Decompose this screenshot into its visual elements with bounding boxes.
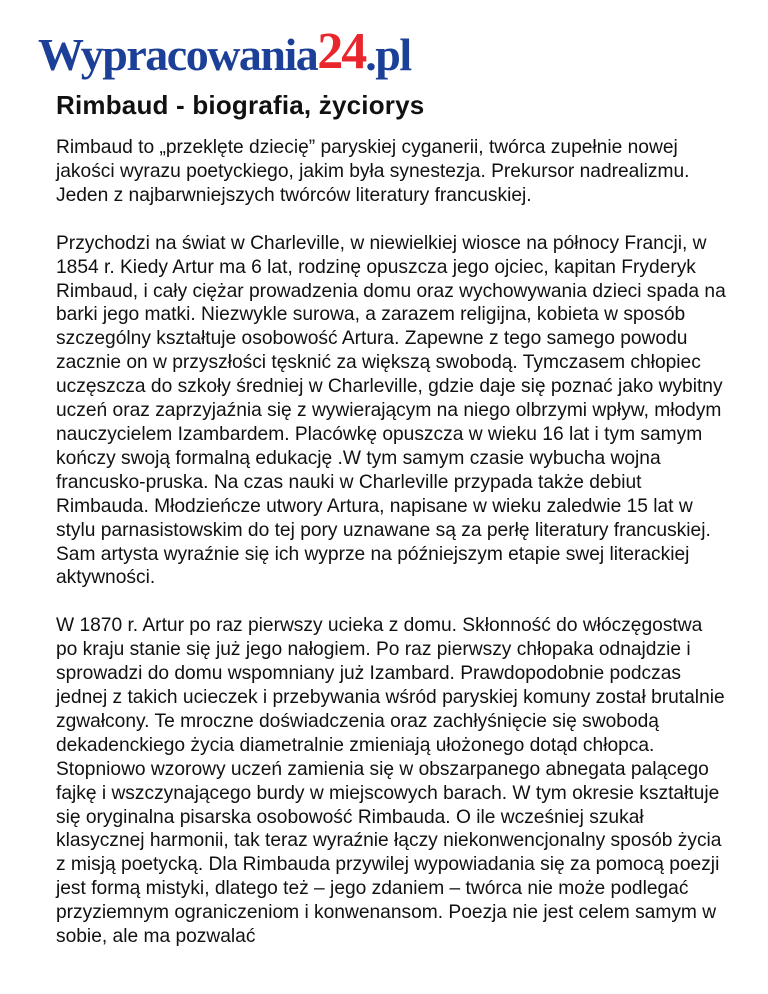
article-title: Rimbaud - biografia, życiorys <box>56 90 425 120</box>
site-logo[interactable] <box>38 14 411 78</box>
article-paragraph-3: W 1870 r. Artur po raz pierwszy ucieka z domu. Skłonność do włóczęgostwa po kraju stanie się już jego nałogiem. Po raz pierwszy chłopaka odnajdzie i sprowadzi do domu wspomniany już Izambard. Prawdopodobnie podczas jednej z takich ucieczek i przebywania wśród paryskiej komuny został brutalnie zgwałcony. Te mroczne doświadczenia oraz zachłyśnięcie się swobodą dekadenckiego życia diametralnie zmieniają ułożonego dotąd chłopca. Stopniowo wzorowy uczeń zamienia się w obszarpanego abnegata palącego fajkę i wszczynającego burdy w miejscowych barach. W tym okresie kształtuje się oryginalna pisarska osobowość Rimbauda. O ile wcześniej szukał klasycznej harmonii, tak teraz wyraźnie łączy niekonwencjonalny sposób życia z misją poetycką. Dla Rimbauda przywilej wypowiadania się za pomocą poezji jest formą mistyki, dlatego też – jego zdaniem – twórca nie może podlegać przyziemnym ograniczeniom i konwenansom. Poezja nie jest celem samym w sobie, ale ma pozwalać <box>56 615 725 948</box>
logo-tld-text: .pl <box>365 29 411 80</box>
article-paragraph-1: Rimbaud to „przeklęte dziecię” paryskiej cyganerii, twórca zupełnie nowej jakości wyrazu poetyckiego, jakim była synestezja. Prekursor nadrealizmu. Jeden z najbarwniejszych twórców literatury francuskiej. <box>56 137 690 206</box>
logo-brand-text: Wypracowania <box>38 29 318 80</box>
article-paragraph-2: Przychodzi na świat w Charleville, w niewielkiej wiosce na północy Francji, w 1854 r. Kiedy Artur ma 6 lat, rodzinę opuszcza jego ojciec, kapitan Fryderyk Rimbaud, i cały ciężar prowadzenia domu oraz wychowywania dzieci spada na barki jego matki. Niezwykle surowa, a zarazem religijna, kobieta w sposób szczególny kształtuje osobowość Artura. Zapewne z tego samego powodu zacznie on w przyszłości tęsknić za większą swobodą. Tymczasem chłopiec uczęszcza do szkoły średniej w Charleville, gdzie daje się poznać jako wybitny uczeń oraz zaprzyjaźnia się z wywierającym na niego olbrzymi wpływ, młodym nauczycielem Izambardem. Placówkę opuszcza w wieku 16 lat i tym samym kończy swoją formalną edukację .W tym samym czasie wybucha wojna francusko-pruska. Na czas nauki w Charleville przypada także debiut Rimbauda. Młodzieńcze utwory Artura, napisane w wieku zaledwie 15 lat w stylu parnasistowskim do tej pory uznawane są za perłę literatury francuskiej. Sam artysta wyraźnie się ich wyprze na późniejszym etapie swej literackiej aktywności. <box>56 232 726 589</box>
logo-number-text: 24 <box>317 23 366 80</box>
article-body <box>56 136 728 973</box>
